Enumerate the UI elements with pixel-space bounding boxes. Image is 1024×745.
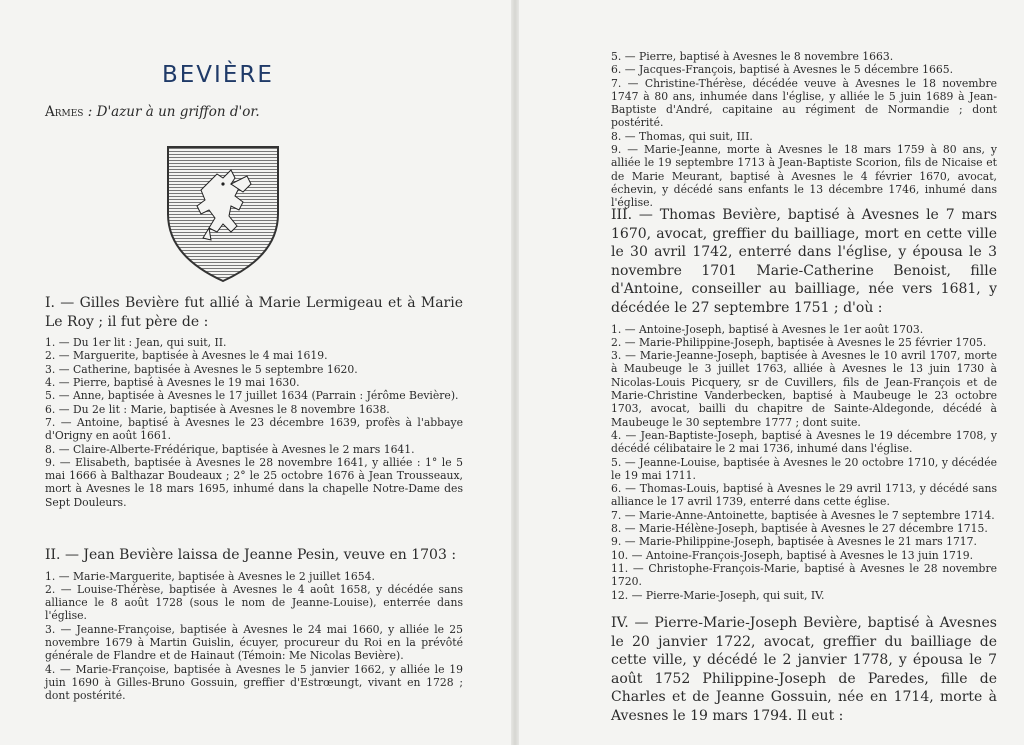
gen2-item: 9. — Marie-Jeanne, morte à Avesnes le 18 mars 1759 à 80 ans, y alliée le 19 septembre 1713 à Jean-Baptiste Scorion, fils de Nicaise et de Marie Meurant, baptisé à Avesnes le 4 février 1670, avocat, échevin, y décédé sans enfants le 13 décembre 1746, inhumé dans l'église. [611, 143, 997, 210]
gen4-intro: IV. — Pierre-Marie-Joseph Bevière, baptisé à Avesnes le 20 janvier 1722, avocat, greffier du bailliage de cette ville, y décédé le 2 janvier 1778, y épousa le 7 août 1752 Philippine-Joseph de Paredes, fille de Charles et de Jeanne Gossuin, née en 1714, morte à Avesnes le 19 mars 1794. Il eut : [611, 615, 997, 724]
gen1-intro: I. — Gilles Bevière fut allié à Marie Lermigeau et à Marie Le Roy ; il fut père de : [45, 295, 463, 330]
gen3-item: 7. — Marie-Anne-Antoinette, baptisée à Avesnes le 7 septembre 1714. [611, 508, 995, 522]
gen3-item: 2. — Marie-Philippine-Joseph, baptisée à Avesnes le 25 février 1705. [611, 335, 987, 349]
family-title: BEVIÈRE [162, 62, 274, 88]
right-page [519, 0, 1024, 745]
gen2-item: 2. — Louise-Thérèse, baptisée à Avesnes le 4 août 1658, y décédée sans alliance le 8 août 1728 (sous le nom de Jeanne-Louise), enterrée dans l'église. [45, 582, 463, 623]
gen1-item: 3. — Catherine, baptisée à Avesnes le 5 septembre 1620. [45, 362, 358, 376]
generation-4 [611, 614, 997, 726]
gen2-intro: II. — Jean Bevière laissa de Jeanne Pesin, veuve en 1703 : [45, 547, 457, 563]
gen2-item: 5. — Pierre, baptisé à Avesnes le 8 novembre 1663. [611, 50, 894, 63]
gen1-item: 7. — Antoine, baptisé à Avesnes le 23 décembre 1639, profès à l'abbaye d'Origny en août 1661. [45, 415, 463, 443]
gen3-intro: III. — Thomas Bevière, baptisé à Avesnes le 7 mars 1670, avocat, greffier du bailliage, mort en cette ville le 30 avril 1742, enterré dans l'église, y épousa le 3 novembre 1701 Marie-Catherine Benoist, fille d'Antoine, conseiller au bailliage, née vers 1681, y décédée le 27 septembre 1751 ; d'où : [611, 207, 997, 316]
gen3-item: 8. — Marie-Hélène-Joseph, baptisée à Avesnes le 27 décembre 1715. [611, 522, 988, 536]
gen3-item: 3. — Marie-Jeanne-Joseph, baptisée à Avesnes le 10 avril 1707, morte à Maubeuge le 3 juillet 1763, alliée à Avesnes le 13 juin 1730 à Nicolas-Louis Picquery, sr de Cuvillers, fils de Jean-François et de Marie-Christine Vanderbecken, baptisé à Maubeuge le 23 octobre 1703, avocat, bailli du chapitre de Sainte-Aldegonde, décédé à Maubeuge le 30 septembre 1777 ; dont suite. [611, 349, 997, 429]
gen1-item: 6. — Du 2e lit : Marie, baptisée à Avesnes le 8 novembre 1638. [45, 402, 390, 416]
generation-2-continued [611, 50, 997, 210]
generation-2 [45, 546, 463, 703]
book-gutter [511, 0, 519, 745]
gen2-item: 8. — Thomas, qui suit, III. [611, 129, 753, 143]
gen3-item: 1. — Antoine-Joseph, baptisé à Avesnes le 1er août 1703. [611, 322, 924, 336]
gen2-item: 1. — Marie-Marguerite, baptisée à Avesnes le 2 juillet 1654. [45, 569, 375, 583]
armes-label: Armes [45, 104, 84, 120]
gen3-item: 9. — Marie-Philippine-Joseph, baptisée à Avesnes le 21 mars 1717. [611, 535, 977, 549]
gen1-item: 8. — Claire-Alberte-Frédérique, baptisée à Avesnes le 2 mars 1641. [45, 442, 415, 456]
armes-text: : D'azur à un griffon d'or. [83, 104, 260, 120]
gen2-item: 7. — Christine-Thérèse, décédée veuve à Avesnes le 18 novembre 1747 à 80 ans, inhumée dans l'église, y alliée le 5 juin 1689 à Jean-Baptiste d'André, capitaine au régiment de Normandie ; dont postérité. [611, 76, 997, 130]
gen3-item: 4. — Jean-Baptiste-Joseph, baptisé à Avesnes le 19 décembre 1708, y décédé célibataire le 2 mai 1736, inhumé dans l'église. [611, 428, 997, 456]
gen3-item: 11. — Christophe-François-Marie, baptisé à Avesnes le 28 novembre 1720. [611, 561, 997, 589]
griffon-shield-icon [165, 144, 281, 284]
generation-3 [611, 206, 997, 602]
generation-1 [45, 294, 463, 509]
gen1-item: 2. — Marguerite, baptisée à Avesnes le 4 mai 1619. [45, 349, 328, 363]
gen2-item: 3. — Jeanne-Françoise, baptisée à Avesnes le 24 mai 1660, y alliée le 25 novembre 1679 à Martin Guislin, écuyer, procureur du Roi en la prévôté générale de Flandre et de Hainaut (Témoin: Me Nicolas Bevière). [45, 622, 463, 663]
gen3-item: 5. — Jeanne-Louise, baptisée à Avesnes le 20 octobre 1710, y décédée le 19 mai 1711. [611, 455, 997, 482]
gen2-item: 6. — Jacques-François, baptisé à Avesnes le 5 décembre 1665. [611, 63, 954, 77]
gen3-item: 10. — Antoine-François-Joseph, baptisé à Avesnes le 13 juin 1719. [611, 548, 974, 562]
armes-line [45, 104, 260, 120]
gen1-item: 5. — Anne, baptisée à Avesnes le 17 juillet 1634 (Parrain : Jérôme Bevière). [45, 389, 459, 403]
gen1-item: 9. — Elisabeth, baptisée à Avesnes le 28 novembre 1641, y alliée : 1° le 5 mai 1666 à Balthazar Boudeaux ; 2° le 25 octobre 1676 à Jean Trousseaux, mort à Avesnes le 18 mars 1695, inhumé dans la chapelle Notre-Dame des Sept Douleurs. [45, 455, 463, 509]
gen1-item: 1. — Du 1er lit : Jean, qui suit, II. [45, 336, 227, 350]
gen2-item: 4. — Marie-Françoise, baptisée à Avesnes le 5 janvier 1662, y alliée le 19 juin 1690 à Gilles-Bruno Gossuin, greffier d'Estrœungt, vivant en 1728 ; dont postérité. [45, 662, 463, 703]
gen1-item: 4. — Pierre, baptisé à Avesnes le 19 mai 1630. [45, 376, 300, 390]
gen3-item: 6. — Thomas-Louis, baptisé à Avesnes le 29 avril 1713, y décédé sans alliance le 17 avril 1739, enterré dans cette église. [611, 482, 997, 509]
gen3-item: 12. — Pierre-Marie-Joseph, qui suit, IV. [611, 588, 825, 602]
left-page [0, 0, 511, 745]
